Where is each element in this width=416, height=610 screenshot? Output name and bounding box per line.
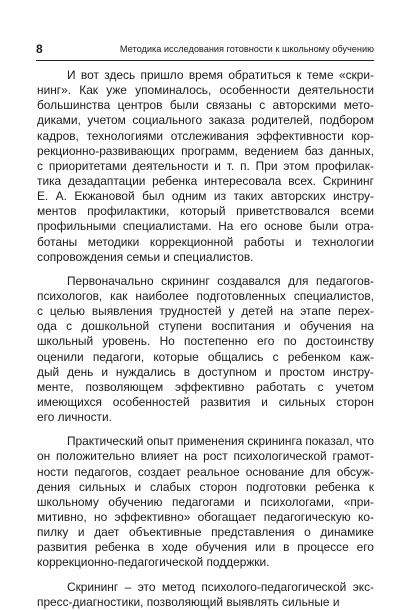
text-line: Первоначально скрининг создавался для педагогов- — [67, 273, 374, 288]
text-line: профильными специалистами. На его основе были отра- — [37, 219, 374, 234]
paragraph — [37, 580, 374, 610]
text-line: ботаны методики коррекционной работы и технологии — [37, 234, 374, 249]
page-number: 8 — [36, 42, 43, 56]
text-line: он положительно влияет на рост психологической грамот- — [37, 449, 374, 464]
text-line: пилку и дает объективные представления о динамике — [37, 525, 374, 540]
text-line: психологов, как наиболее подготовленных специалистов, — [37, 288, 374, 303]
text-line: тика дезадаптации ребенка интересовала всех. Скрининг — [37, 173, 374, 188]
text-line: менте, позволяющем эффективно работать с учетом — [37, 379, 374, 394]
text-line: развития ребенка в ходе обучения или в процессе его — [37, 540, 374, 555]
text-line: дый день и нуждались в доступном и простом инстру- — [37, 364, 374, 379]
text-line: диками, учетом социального заказа родителей, подбором — [37, 113, 374, 128]
text-line: митивно, но эффективно» обогащает педагогическую ко- — [37, 509, 374, 524]
text-line: школьному обучению педагогами и психологами, «при- — [37, 494, 374, 509]
paragraph — [37, 434, 374, 570]
text-line: рекционно-развивающих программ, ведением баз данных, — [37, 143, 374, 158]
text-line: пресс-диагностики, позволяющий выявлять сильные и — [37, 594, 340, 609]
running-head-title: Методика исследования готовности к школьному обучению — [119, 44, 374, 54]
text-line: Е. А. Екжановой был одним из таких авторских инстру- — [37, 189, 374, 204]
text-line: имеющихся особенностей развития и сильных сторон — [37, 394, 374, 409]
text-line: Практический опыт применения скрининга показал, что — [67, 434, 374, 449]
text-line: с целью выявления трудностей у детей на этапе перех- — [37, 304, 374, 319]
text-line: с приоритетами деятельности и т. п. При этом профилак- — [37, 158, 374, 173]
text-line: И вот здесь пришло время обратиться к теме «скри- — [67, 68, 374, 82]
text-line: Скрининг – это метод психолого-педагогической экс- — [67, 579, 374, 594]
text-line: нинг». Как уже упоминалось, особенности деятельности — [37, 83, 374, 98]
text-line: оценили педагоги, которые общались с ребенком каж- — [37, 349, 374, 364]
text-line: коррекционно-педагогической поддержки. — [37, 555, 270, 570]
text-line: ода с дошкольной ступени воспитания и обучения на — [37, 319, 374, 334]
text-line: большинства центров были связаны с авторскими мето- — [37, 98, 374, 113]
running-head — [36, 42, 374, 61]
body-text — [37, 68, 374, 610]
text-line: сопровождения семьи и специалистов. — [37, 249, 254, 264]
text-line: его личности. — [37, 410, 112, 425]
text-line: ности педагогов, создает реальное основание для обсуж- — [37, 464, 374, 479]
text-line: кадров, технологиями отслеживания эффективности кор- — [37, 128, 374, 143]
text-line: ментов профилактики, который приветствовался всеми — [37, 204, 374, 219]
text-line: школьный уровень. Но постепенно его по достоинству — [37, 334, 374, 349]
paragraph — [37, 274, 374, 425]
text-line: дения сильных и слабых сторон подготовки ребенка к — [37, 479, 374, 494]
paragraph — [37, 68, 374, 265]
